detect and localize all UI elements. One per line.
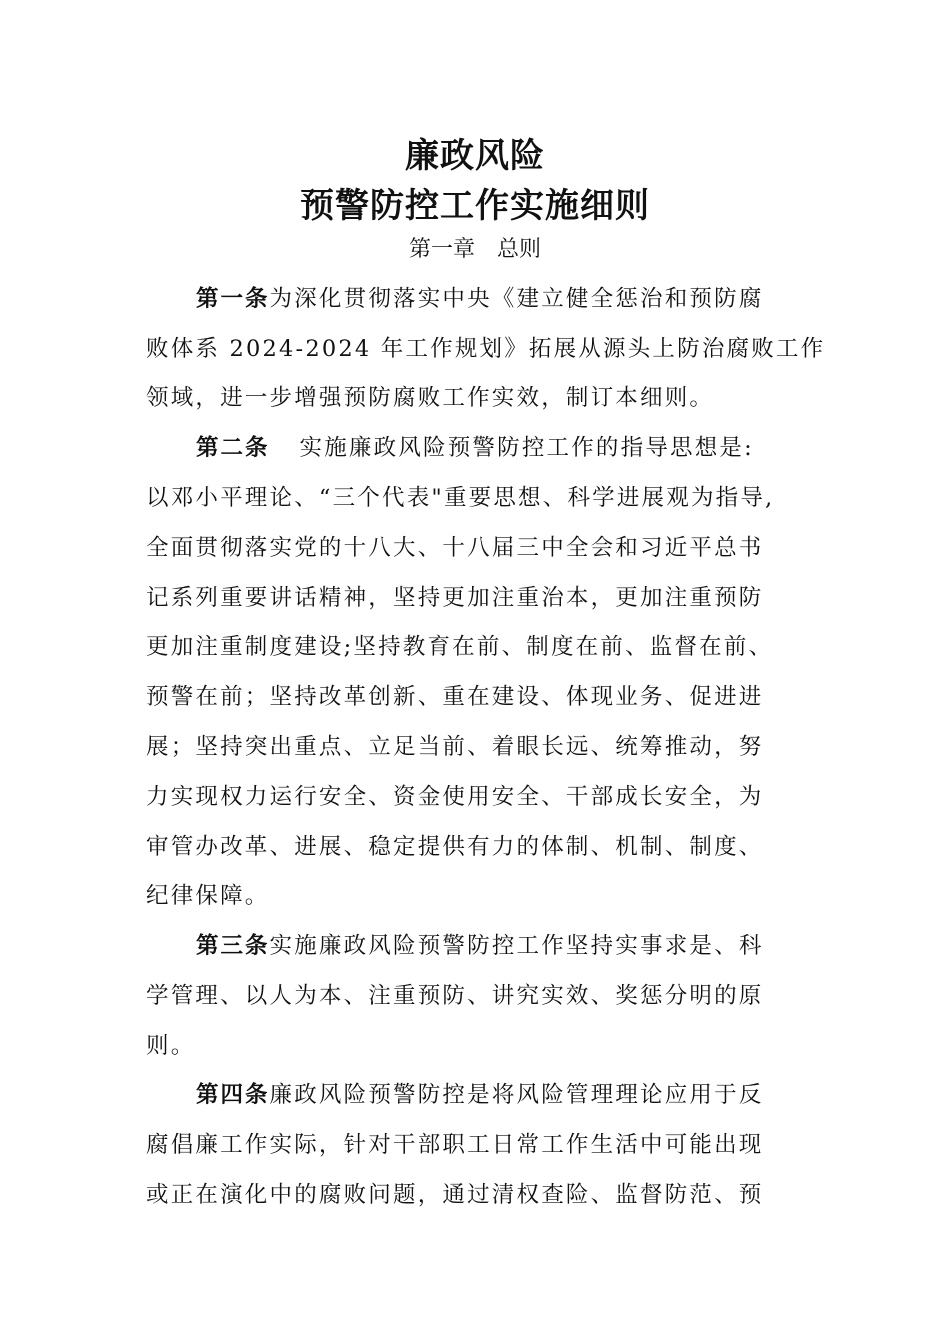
article-4-label: 第四条 [196,1082,270,1108]
article-4-line-1 [196,1084,896,1107]
document-title-line2: 预警防控工作实施细则 [300,186,650,226]
article-2-text-1: 实施廉政风险预警防控工作的指导思想是: [299,435,754,461]
article-1-text-1: 为深化贯彻落实中央《建立健全惩治和预防腐 [269,286,764,312]
article-4-line-2: 腐倡廉工作实际，针对干部职工日常工作生活中可能出现 [146,1132,764,1158]
article-3-text-1: 实施廉政风险预警防控工作坚持实事求是、科 [269,933,764,959]
document-title-line1: 廉政风险 [405,136,545,176]
article-2-line-8: 力实现权力运行安全、资金使用安全、干部成长安全，为 [146,784,764,810]
article-2-line-9: 审管办改革、进展、稳定提供有力的体制、机制、制度、 [146,834,764,860]
article-1-line-3: 领域，进一步增强预防腐败工作实效，制订本细则。 [146,385,715,411]
article-2-line-2: 以邓小平理论、“三个代表"重要思想、科学进展观为指导, [146,485,775,511]
article-2-line-3: 全面贯彻落实党的十八大、十八届三中全会和习近平总书 [146,535,764,561]
article-1-line-1 [196,288,896,311]
article-1-label: 第一条 [196,286,270,312]
article-2-line-5: 更加注重制度建设;坚持教育在前、制度在前、监督在前、 [146,634,774,660]
article-3-line-2: 学管理、以人为本、注重预防、讲究实效、奖惩分明的原 [146,983,764,1009]
article-2-line-7: 展；坚持突出重点、立足当前、着眼长远、统筹推动，努 [146,734,764,760]
article-2-label: 第二条 [196,435,270,461]
article-3-line-3: 则。 [146,1033,196,1059]
article-2-line-4: 记系列重要讲话精神，坚持更加注重治本，更加注重预防 [146,585,764,611]
article-3-line-1 [196,935,896,958]
article-4-line-3: 或正在演化中的腐败问题，通过清权查险、监督防范、预 [146,1182,764,1208]
article-4-text-1: 廉政风险预警防控是将风险管理理论应用于反 [269,1082,764,1108]
article-2-line-1 [196,437,896,460]
article-3-label: 第三条 [196,933,270,959]
chapter-heading: 第一章 总则 [408,237,541,262]
article-2-line-10: 纪律保障。 [146,883,270,909]
article-2-line-6: 预警在前；坚持改革创新、重在建设、体现业务、促进进 [146,684,764,710]
article-1-line-2: 败体系 2024-2024 年工作规划》拓展从源头上防治腐败工作 [146,336,826,362]
